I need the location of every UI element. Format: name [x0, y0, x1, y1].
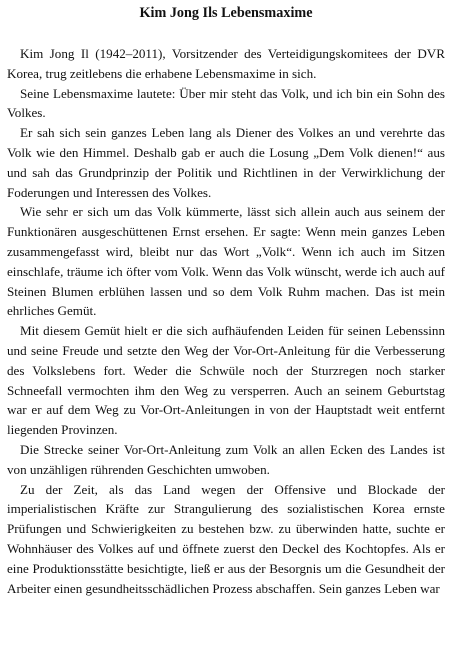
document-body: [7, 44, 445, 598]
paragraph: Kim Jong Il (1942–2011), Vorsitzender des Verteidigungskomitees der DVR Korea, trug zeitlebens die erhabene Lebensmaxime in sich.: [7, 46, 445, 81]
paragraph: Er sah sich sein ganzes Leben lang als Diener des Volkes an und verehrte das Volk wie den Himmel. Deshalb gab er auch die Losung „Dem Volk dienen!“ aus und sah das Grundprinzip der Politik und Richtlinen in der Verwirklichung der Foderungen und Interessen des Volkes.: [7, 125, 445, 200]
paragraph: Wie sehr er sich um das Volk kümmerte, lässt sich allein auch aus seinem der Funktionären ausgeschüttenen Ernst ersehen. Er sagte: Wenn mein ganzes Leben zusammengefasst wird, bleibt nur das Wort „Volk“. Wenn ich auch im Sitzen einschlafe, träume ich öfter vom Volk. Wenn das Volk wünscht, werde ich auch auf Steinen Blumen erblühen lassen und so dem Volk Ruhm machen. Das ist mein ehrliches Gemüt.: [7, 204, 445, 319]
paragraph: Mit diesem Gemüt hielt er die sich aufhäufenden Leiden für seinen Lebenssinn und seine Freude und setzte den Weg der Vor-Ort-Anleitung für die Verbesserung des Volkslebens fort. Weder die Schwüle noch der Sturzregen noch starker Schneefall vermochten ihm den Weg zu versperren. Auch an seinem Geburtstag war er auf dem Weg zu Vor-Ort-Anleitungen in von der Hauptstadt weit entfernt liegenden Provinzen.: [7, 323, 445, 438]
paragraph: Seine Lebensmaxime lautete: Über mir steht das Volk, und ich bin ein Sohn des Volkes.: [7, 85, 445, 121]
paragraph: Die Strecke seiner Vor-Ort-Anleitung zum Volk an allen Ecken des Landes ist von unzähligen rührenden Geschichten umwoben.: [7, 441, 445, 477]
paragraph: Zu der Zeit, als das Land wegen der Offensive und Blockade der imperialistischen Kräfte zur Strangulierung des sozialistischen Korea ernste Prüfungen und Schwierigkeiten zu bestehen bzw. zu überwinden hatte, suchte er Wohnhäuser des Volkes auf und öffnete zuerst den Deckel des Kochtopfes. Als er eine Produktionsstätte besichtigte, ließ er aus der Besorgnis um die Gesundheit der Arbeiter einen gesundheitsschädlichen Prozess abschaffen. Sein ganzes Leben war: [7, 481, 445, 596]
document-title: Kim Jong Ils Lebensmaxime: [139, 5, 313, 21]
